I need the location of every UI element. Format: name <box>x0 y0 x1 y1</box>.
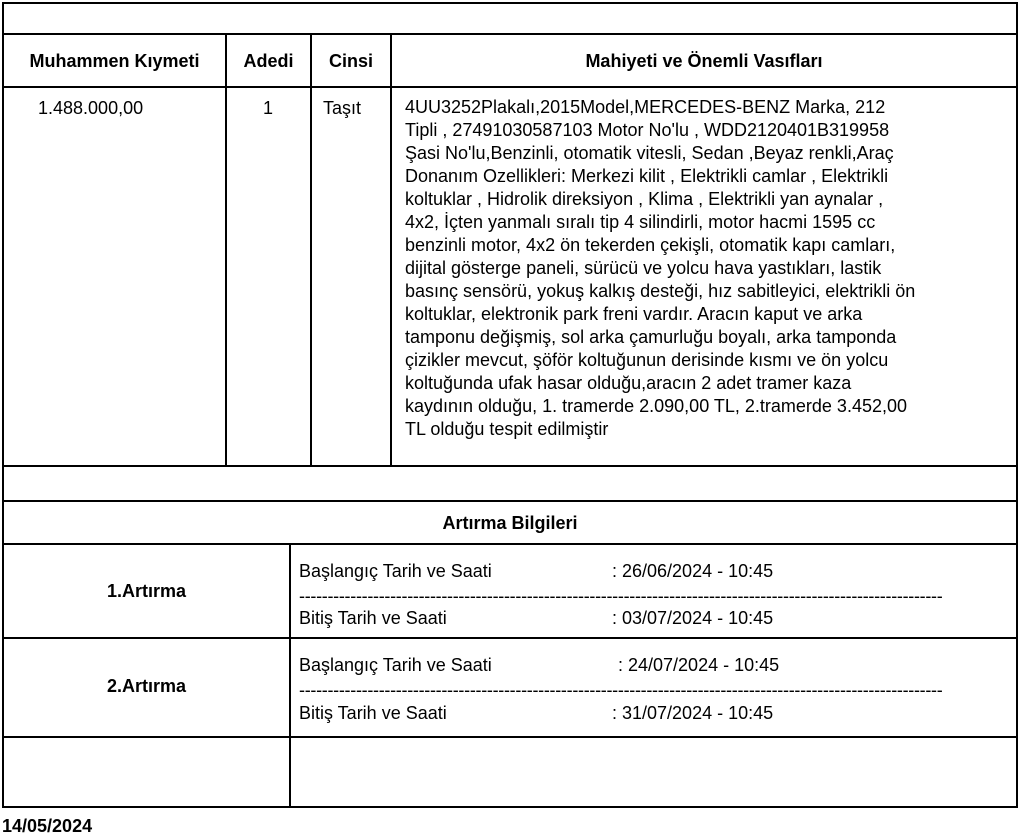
rule-auction-title-bottom <box>2 543 1018 545</box>
auction-1-start-label: Başlangıç Tarih ve Saati <box>299 561 492 581</box>
description-line: dijital gösterge paneli, sürücü ve yolcu hava yastıkları, lastik <box>405 258 882 278</box>
auction-2-label: 2.Artırma <box>106 676 187 696</box>
rule-item-bottom <box>2 465 1018 467</box>
header-muhammen-kiymeti: Muhammen Kıymeti <box>29 51 200 71</box>
item-value: 1.488.000,00 <box>38 98 144 118</box>
description-line: benzinli motor, 4x2 ön tekerden çekişli, otomatik kapı camları, <box>405 235 896 255</box>
col-divider-type <box>390 33 392 467</box>
auction-section-title: Artırma Bilgileri <box>442 513 578 533</box>
description-line: koltuklar , Hidrolik direksiyon , Klima , Elektrikli yan aynalar , <box>405 189 884 209</box>
description-line: koltuklar, elektronik park freni vardır. Aracın kaput ve arka <box>405 304 863 324</box>
description-line: çizikler mevcut, şöför koltuğunun derisinde kısmı ve ön yolcu <box>405 350 889 370</box>
auction-1-label: 1.Artırma <box>106 581 187 601</box>
description-line: 4UU3252Plakalı,2015Model,MERCEDES-BENZ Marka, 212 <box>405 97 886 117</box>
rule-top-header <box>2 33 1018 35</box>
col-divider-auction <box>289 543 291 808</box>
header-mahiyeti: Mahiyeti ve Önemli Vasıfları <box>585 51 823 71</box>
description-line: Şasi No'lu,Benzinli, otomatik vitesli, Sedan ,Beyaz renkli,Araç <box>405 143 894 163</box>
rule-auction-title-top <box>2 500 1018 502</box>
description-line: Tipli , 2749103058710​3 Motor No'lu , WDD2120401B319958 <box>405 120 890 140</box>
auction-1-end-label: Bitiş Tarih ve Saati <box>299 608 447 628</box>
description-line: tamponu değişmiş, sol arka çamurluğu boyalı, arka tamponda <box>405 327 897 347</box>
document-date: 14/05/2024 <box>2 816 93 836</box>
description-line: Donanım Ozellikleri: Merkezi kilit , Elektrikli camlar , Elektrikli <box>405 166 889 186</box>
description-line: kaydının olduğu, 1. tramerde 2.090,00 TL, 2.tramerde 3.452,00 <box>405 396 907 416</box>
item-description <box>405 96 1005 441</box>
auction-2-start-label: Başlangıç Tarih ve Saati <box>299 655 492 675</box>
auction-1-separator: ----------------------------------------------------------------------------------------------------------------- <box>299 587 943 605</box>
description-line: koltuğunda ufak hasar olduğu,aracın 2 adet tramer kaza <box>405 373 852 393</box>
auction-2-separator: ----------------------------------------------------------------------------------------------------------------- <box>299 681 943 699</box>
rule-header-bottom <box>2 86 1018 88</box>
col-divider-count <box>310 33 312 467</box>
rule-auction-2-bottom <box>2 736 1018 738</box>
header-adedi: Adedi <box>243 51 294 71</box>
col-divider-value <box>225 33 227 467</box>
auction-1-start-value: : 26/06/2024 - 10:45 <box>612 561 774 581</box>
item-type: Taşıt <box>323 98 362 118</box>
item-count: 1 <box>263 98 274 118</box>
auction-2-end-label: Bitiş Tarih ve Saati <box>299 703 447 723</box>
rule-auction-1-bottom <box>2 637 1018 639</box>
description-line: basınç sensörü, yokuş kalkış desteği, hız sabitleyici, elektrikli ön <box>405 281 916 301</box>
description-line: 4x2, İçten yanmalı sıralı tip 4 silindirli, motor hacmi 1595 cc <box>405 212 876 232</box>
auction-2-end-value: : 31/07/2024 - 10:45 <box>612 703 774 723</box>
header-cinsi: Cinsi <box>328 51 373 71</box>
auction-2-start-value: : 24/07/2024 - 10:45 <box>618 655 780 675</box>
auction-1-end-value: : 03/07/2024 - 10:45 <box>612 608 774 628</box>
description-line: TL olduğu tespit edilmiştir <box>405 419 609 439</box>
